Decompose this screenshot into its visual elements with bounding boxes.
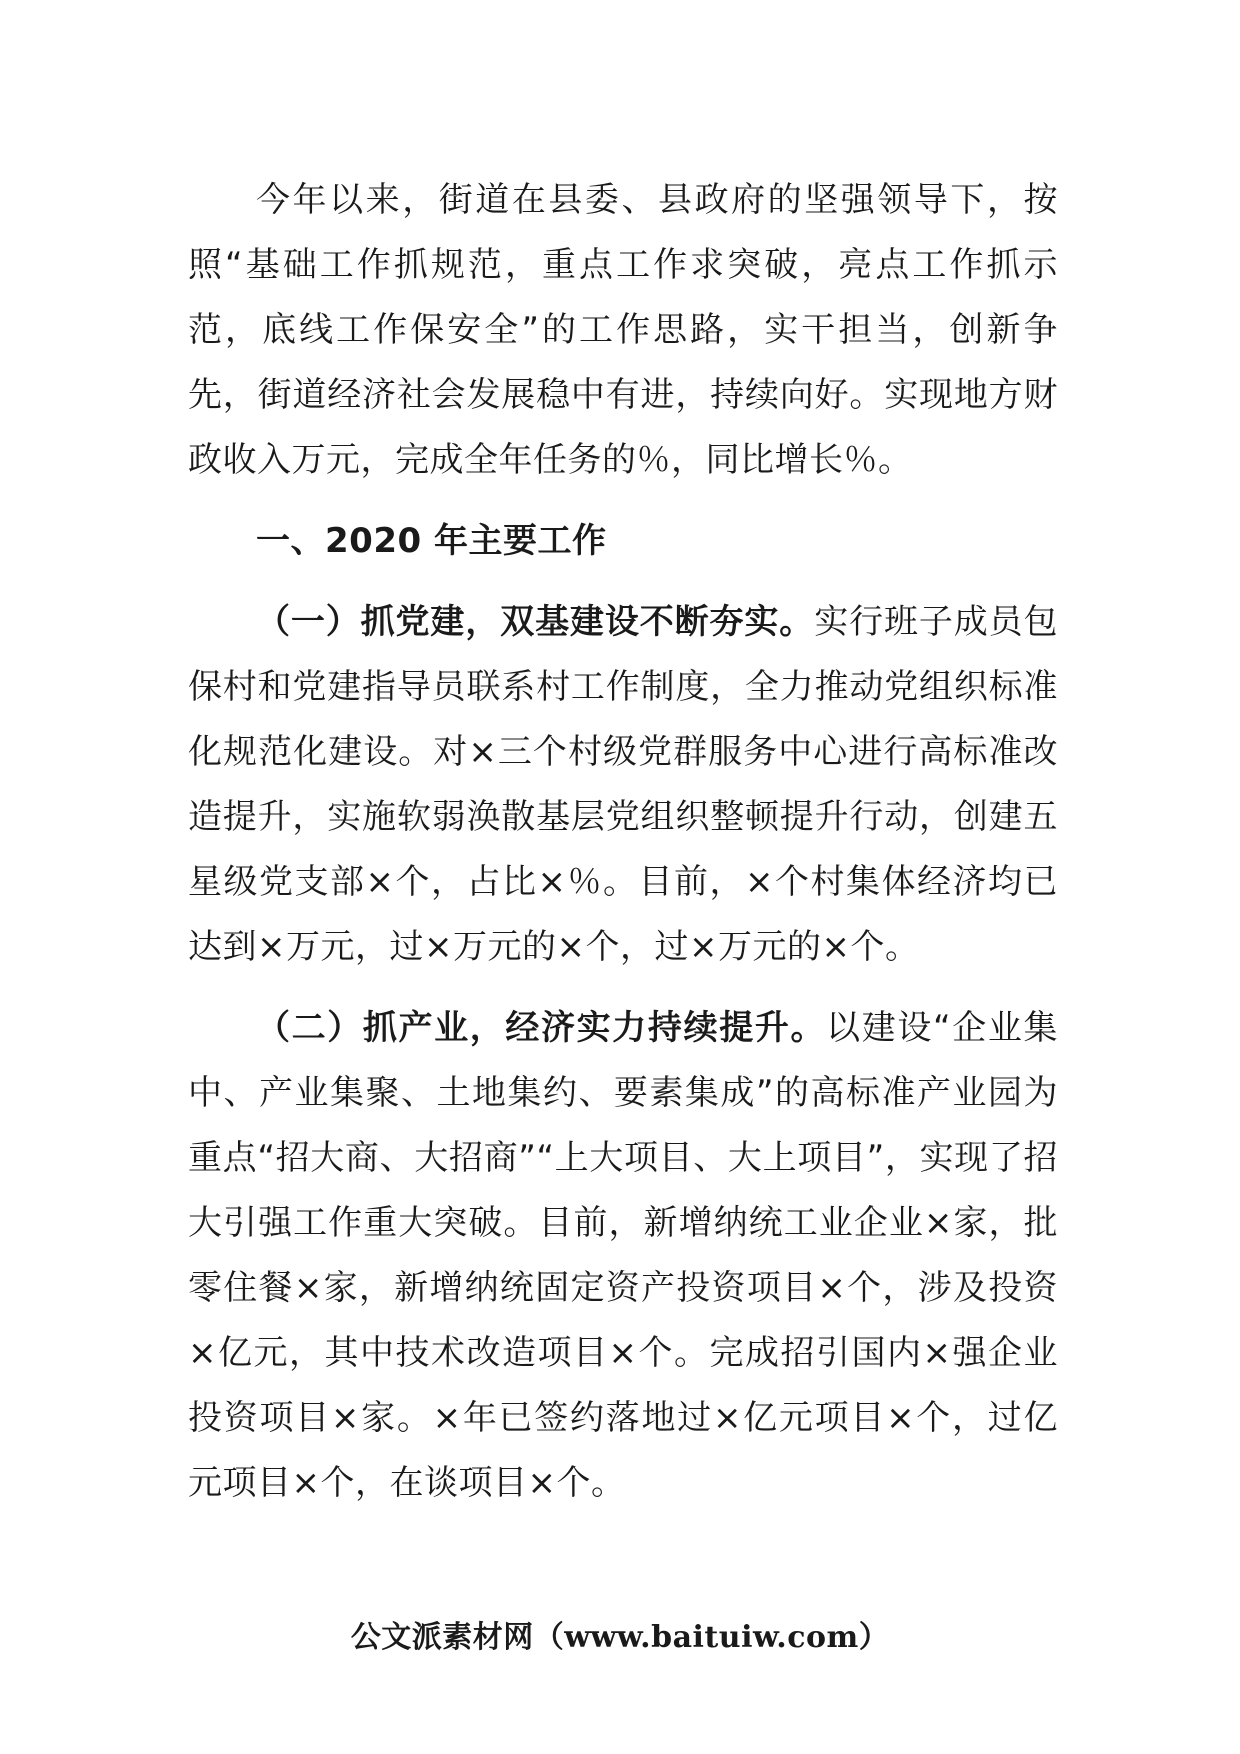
section-heading: 一、2020 年主要工作: [256, 521, 607, 561]
item-paragraph-2: [188, 996, 1058, 1516]
document-body: [188, 168, 1058, 1532]
intro-paragraph: 今年以来，街道在县委、县政府的坚强领导下，按照“基础工作抓规范，重点工作求突破，亮点工作抓示范，底线工作保安全”的工作思路，实干担当，创新争先，街道经济社会发展稳中有进，持续向好。实现地方财政收入万元，完成全年任务的％，同比增长％。: [188, 180, 1058, 480]
item-title-1: （一）抓党建，双基建设不断夯实。: [256, 602, 815, 642]
item-body-1: 实行班子成员包保村和党建指导员联系村工作制度，全力推动党组织标准化规范化建设。对×三个村级党群服务中心进行高标准改造提升，实施软弱涣散基层党组织整顿提升行动，创建五星级党支部×个，占比×％。目前，×个村集体经济均已达到×万元，过×万元的×个，过×万元的×个。: [188, 602, 1059, 967]
footer-watermark: 公文派素材网（www.baituiw.com）: [350, 1620, 890, 1655]
item-body-2: 以建设“企业集中、产业集聚、土地集约、要素集成”的高标准产业园为重点“招大商、大招商”“上大项目、大上项目”，实现了招大引强工作重大突破。目前，新增纳统工业企业×家，批零住餐×家，新增纳统固定资产投资项目×个，涉及投资×亿元，其中技术改造项目×个。完成招引国内×强企业投资项目×家。×年已签约落地过×亿元项目×个，过亿元项目×个，在谈项目×个。: [188, 1008, 1058, 1503]
item-paragraph-1: [188, 590, 1058, 980]
item-title-2: （二）抓产业，经济实力持续提升。: [256, 1008, 827, 1048]
